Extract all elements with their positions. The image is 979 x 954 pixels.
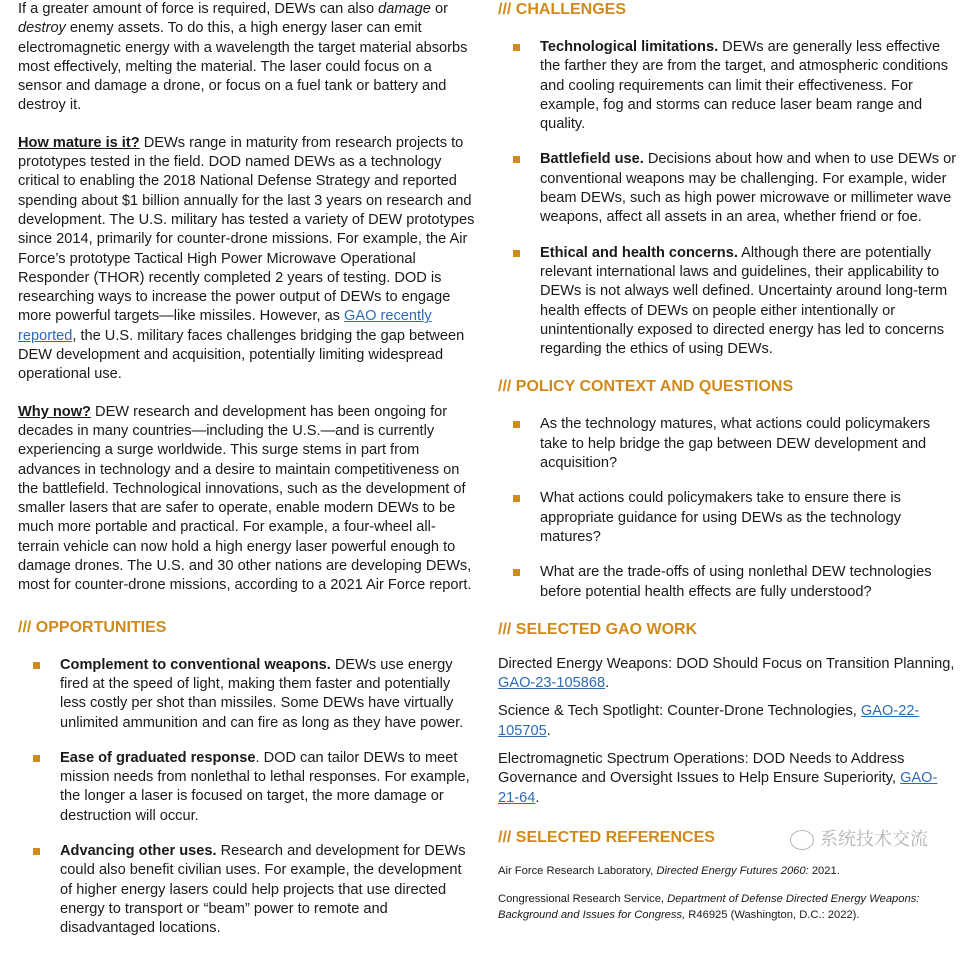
- opportunities-list: [18, 656, 476, 939]
- references-heading: /// SELECTED REFERENCES: [498, 828, 715, 846]
- watermark: 系统技术交流: [790, 830, 928, 850]
- list-item: Advancing other uses. Research and development for DEWs could also benefit civilian uses. For example, the development of higher energy lasers could help projects that use directed energy to transport or “beam” power to remote and disadvantaged locations.: [18, 842, 476, 938]
- left-column: [18, 0, 476, 954]
- challenges-heading: /// CHALLENGES: [498, 1, 627, 18]
- gao-recently-reported-link[interactable]: GAO recently reported: [18, 308, 432, 344]
- bullet-square-icon: [33, 848, 40, 855]
- bullet-square-icon: [513, 421, 520, 428]
- list-item: What actions could policymakers take to ensure there is appropriate guidance for using DEWs as the technology matures?: [498, 489, 958, 547]
- maturity-paragraph: How mature is it? DEWs range in maturity from research projects to prototypes tested in the field. DOD named DEWs as a technology critical to enabling the 2018 National Defense Strategy and reported spending about $1 billion annually for the last 3 years on research and development. The U.S. military has tested a variety of DEW prototypes since 2014, primarily for counter-drone missions. For example, the Air Force’s prototype Tactical High Power Microwave Operational Responder (THOR) recently completed 2 years of testing. DOD is researching ways to increase the power output of DEWs to engage more powerful targets—like missiles. However, as GAO recently reported, the U.S. military faces challenges bridging the gap between DEW development and acquisition, potentially limiting widespread operational use.: [18, 134, 475, 383]
- policy-list: [498, 415, 958, 601]
- reference-item: Air Force Research Laboratory, Directed Energy Futures 2060: 2021.: [498, 864, 840, 877]
- gao-work-heading: /// SELECTED GAO WORK: [498, 620, 698, 638]
- gao-work-item: Electromagnetic Spectrum Operations: DOD Needs to Address Governance and Oversight Issues to Help Ensure Superiority, GAO-21-64.: [498, 751, 938, 806]
- bullet-square-icon: [513, 250, 520, 257]
- list-item: Ethical and health concerns. Although there are potentially relevant international laws and guidelines, their applicability to DEWs is not always well defined. Uncertainty around long-term health effects of DEWs on people either intentionally or unintentionally exposed to directed energy has led to concerns regarding the ethics of using DEWs.: [498, 244, 958, 360]
- bullet-square-icon: [513, 156, 520, 163]
- why-now-lead: Why now?: [18, 403, 91, 420]
- maturity-lead: How mature is it?: [18, 134, 140, 151]
- bullet-square-icon: [33, 755, 40, 762]
- gao-21-64-link[interactable]: GAO-21-64: [498, 770, 938, 806]
- gao-work-item: Science & Tech Spotlight: Counter-Drone Technologies, GAO-22-105705.: [498, 703, 920, 739]
- bullet-square-icon: [513, 495, 520, 502]
- bullet-square-icon: [513, 44, 520, 51]
- policy-heading: /// POLICY CONTEXT AND QUESTIONS: [498, 378, 794, 396]
- list-item: Technological limitations. DEWs are generally less effective the farther they are from the target, and atmospheric conditions and cooling requirements can limit their effectiveness. For example, fog and storms can reduce laser beam range and quality.: [498, 38, 958, 134]
- gao-23-105868-link[interactable]: GAO-23-105868: [498, 675, 606, 692]
- gao-work-item: Directed Energy Weapons: DOD Should Focus on Transition Planning, GAO-23-105868.: [498, 655, 955, 692]
- list-item: What are the trade-offs of using nonlethal DEW technologies before potential health effects are fully understood?: [498, 563, 958, 602]
- bullet-square-icon: [33, 662, 40, 669]
- right-column: [498, 0, 958, 936]
- gao-22-105705-link[interactable]: GAO-22-105705: [498, 703, 920, 739]
- intro-paragraph: If a greater amount of force is required, DEWs can also damage or destroy enemy assets. To do this, a high energy laser can emit electromagnetic energy with a wavelength the target material absorbs most effectively, melting the material. The laser could focus on a sensor and damage a drone, or focus on a fuel tank or battery and destroy it.: [18, 1, 468, 114]
- reference-item: Congressional Research Service, Department of Defense Directed Energy Weapons: Background and Issues for Congress, R46925 (Washington, D.C.: 2022).: [498, 893, 920, 921]
- opportunities-heading: /// OPPORTUNITIES: [18, 618, 167, 636]
- list-item: Complement to conventional weapons. DEWs use energy fired at the speed of light, making them faster and potentially less costly per shot than missiles. Some DEWs have virtually unlimited ammunition and can fire as long as they have power.: [18, 656, 476, 733]
- list-item: As the technology matures, what actions could policymakers take to help bridge the gap between DEW development and acquisition?: [498, 415, 958, 473]
- list-item: Battlefield use. Decisions about how and when to use DEWs or conventional weapons may be challenging. For example, wider beam DEWs, such as high power microwave or millimeter wave weapons, affect all assets in an area, whether friend or foe.: [498, 150, 958, 227]
- challenges-list: [498, 38, 958, 359]
- list-item: Ease of graduated response. DOD can tailor DEWs to meet mission needs from nonlethal to lethal responses. For example, the longer a laser is focused on target, the more damage or destruction will occur.: [18, 749, 476, 826]
- why-now-paragraph: Why now? DEW research and development has been ongoing for decades in many countries—including the U.S.—and is currently experiencing a surge worldwide. This surge stems in part from advances in technology and a desire to maintain competitiveness on the battlefield. Technological innovations, such as the development of smaller lasers that are safer to operate, enable modern DEWs to be much more portable and practical. For example, a four-wheel all-terrain vehicle can now hold a high energy laser powerful enough to damage drones. The U.S. and 30 other nations are developing DEWs, most for counter-drone missions, according to a 2021 Air Force report.: [18, 403, 472, 594]
- wechat-icon: [790, 830, 814, 850]
- bullet-square-icon: [513, 569, 520, 576]
